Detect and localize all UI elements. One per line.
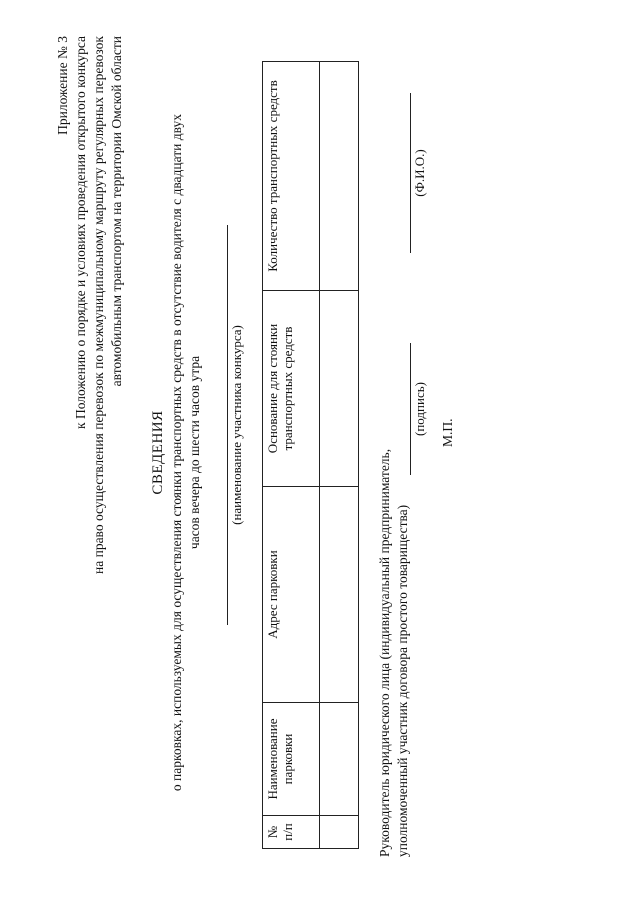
participant-caption: (наименование участника конкурса) bbox=[229, 325, 244, 525]
subtitle-line: часов вечера до шести часов утра bbox=[187, 355, 202, 550]
column-header-parking-address: Адрес парковки bbox=[263, 487, 320, 703]
table-row bbox=[320, 62, 359, 849]
table-cell bbox=[320, 291, 359, 487]
appendix-number: Приложение № 3 bbox=[55, 36, 70, 135]
table-cell bbox=[320, 487, 359, 703]
seal-label: М.П. bbox=[440, 418, 455, 447]
appendix-header bbox=[54, 36, 126, 796]
table-cell bbox=[320, 62, 359, 291]
table-cell bbox=[320, 816, 359, 849]
signature-line bbox=[410, 343, 411, 475]
table-cell bbox=[320, 703, 359, 816]
subtitle-line: о парковках, используемых для осуществления стоянки транспортных средств в отсутствие водителя с двадцати двух bbox=[169, 113, 184, 792]
signer-title bbox=[376, 297, 412, 857]
participant-name-line bbox=[227, 225, 228, 625]
table-header-row bbox=[263, 62, 320, 849]
appendix-line: автомобильным транспортом на территории Омской области bbox=[109, 36, 124, 387]
signer-line: уполномоченный участник договора простого товарищества) bbox=[395, 504, 410, 857]
document-subtitle bbox=[168, 60, 204, 845]
signature-caption: (подпись) bbox=[412, 382, 427, 436]
appendix-line: к Положению о порядке и условиях проведения открытого конкурса bbox=[73, 36, 88, 429]
column-header-parking-name: Наименование парковки bbox=[263, 703, 320, 816]
column-header-number: № п/п bbox=[263, 816, 320, 849]
column-header-vehicle-count: Количество транспортных средств bbox=[263, 62, 320, 291]
signer-line: Руководитель юридического лица (индивидуальный предприниматель, bbox=[377, 448, 392, 857]
appendix-line: на право осуществления перевозок по межмуниципальному маршруту регулярных перевозок bbox=[91, 36, 106, 574]
parking-table bbox=[262, 61, 359, 849]
document-title: СВЕДЕНИЯ bbox=[150, 410, 166, 495]
column-header-basis: Основание для стоянки транспортных средств bbox=[263, 291, 320, 487]
name-caption: (Ф.И.О.) bbox=[412, 149, 427, 197]
name-line bbox=[410, 93, 411, 253]
